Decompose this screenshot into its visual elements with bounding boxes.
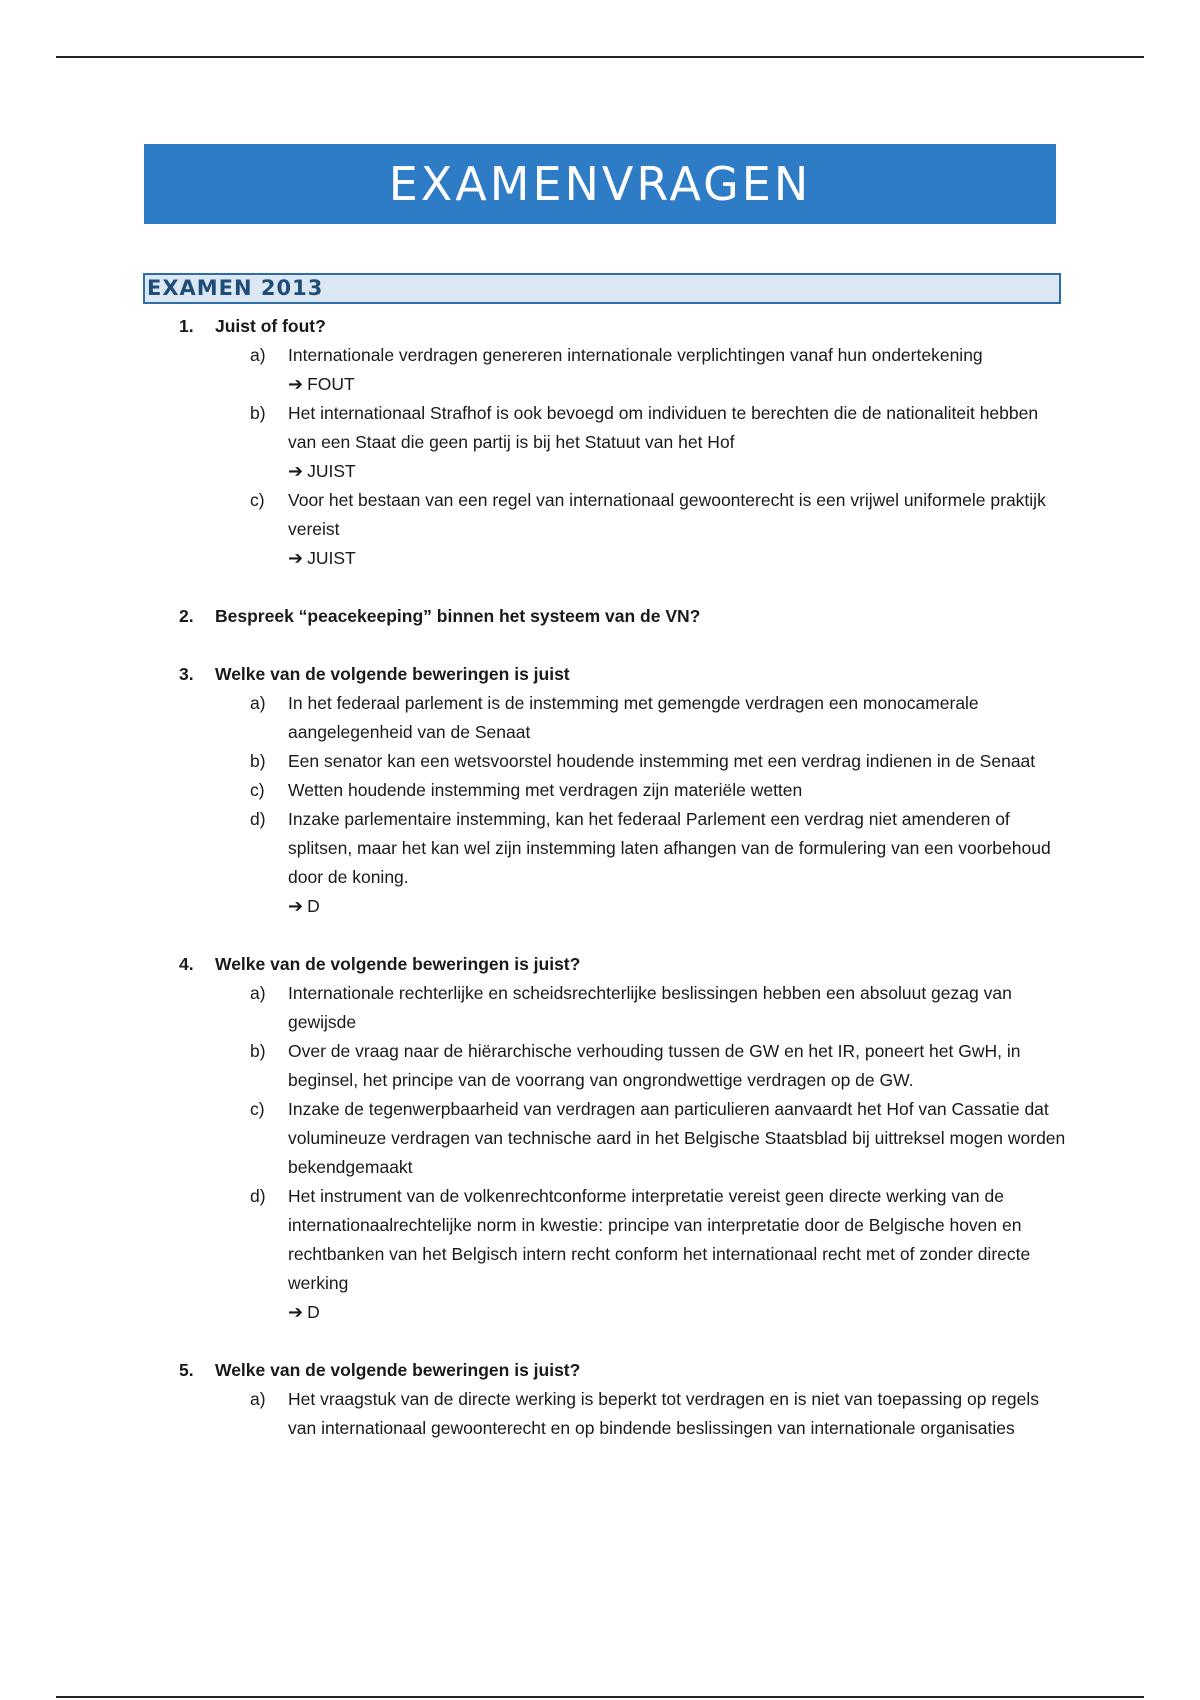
option-letter: a) — [250, 1389, 266, 1409]
question-title: Juist of fout? — [215, 316, 326, 336]
question-title: Welke van de volgende beweringen is juist? — [215, 954, 581, 974]
option-body — [250, 341, 1068, 370]
question-list — [0, 312, 1200, 1472]
arrow-right-icon: ➔ — [288, 1302, 304, 1322]
answer-line — [215, 457, 1075, 486]
option-letter: b) — [250, 751, 266, 771]
option-text: Internationale verdragen genereren internationale verplichtingen vanaf hun ondertekening — [288, 345, 983, 365]
page-title: EXAMENVRAGEN — [388, 157, 812, 211]
question-heading — [179, 312, 1075, 341]
page-title-banner — [144, 144, 1056, 224]
answer-option — [215, 486, 1068, 544]
question-number: 5. — [179, 1360, 194, 1380]
question-number: 2. — [179, 606, 194, 626]
option-letter: c) — [250, 1099, 265, 1119]
option-body — [250, 1182, 1068, 1298]
option-body — [250, 1385, 1068, 1443]
answer-line — [215, 1298, 1075, 1327]
answer-text: FOUT — [307, 374, 355, 394]
answer-option — [215, 1182, 1068, 1298]
option-letter: c) — [250, 490, 265, 510]
option-body — [250, 805, 1068, 892]
answer-option — [215, 1385, 1068, 1443]
question-title: Bespreek “peacekeeping” binnen het systeem van de VN? — [215, 606, 701, 626]
option-text: Internationale rechterlijke en scheidsrechterlijke beslissingen hebben een absoluut gezag van gewijsde — [288, 983, 1012, 1032]
arrow-right-icon: ➔ — [288, 548, 304, 568]
question-number: 4. — [179, 954, 194, 974]
question-number: 1. — [179, 316, 194, 336]
arrow-right-icon: ➔ — [288, 461, 304, 481]
option-letter: c) — [250, 780, 265, 800]
question-heading — [179, 660, 1075, 689]
option-text: Over de vraag naar de hiërarchische verhouding tussen de GW en het IR, poneert het GwH, in beginsel, het principe van de voorrang van ongrondwettige verdragen op de GW. — [288, 1041, 1021, 1090]
option-body — [250, 747, 1068, 776]
bottom-rule — [56, 1696, 1144, 1698]
arrow-right-icon: ➔ — [288, 374, 304, 394]
option-body — [250, 689, 1068, 747]
option-letter: b) — [250, 403, 266, 423]
option-letter: a) — [250, 983, 266, 1003]
option-text: Een senator kan een wetsvoorstel houdende instemming met een verdrag indienen in de Senaat — [288, 751, 1036, 771]
question-item — [0, 950, 1075, 1327]
option-body — [250, 399, 1068, 457]
answer-text: D — [307, 896, 320, 916]
option-body — [250, 486, 1068, 544]
answer-option — [215, 399, 1068, 457]
question-heading — [179, 950, 1075, 979]
answer-option — [215, 979, 1068, 1037]
question-title: Welke van de volgende beweringen is juist? — [215, 1360, 581, 1380]
arrow-right-icon: ➔ — [288, 896, 304, 916]
answer-option — [215, 805, 1068, 892]
section-heading: EXAMEN 2013 — [143, 273, 1061, 304]
option-letter: b) — [250, 1041, 266, 1061]
option-letter: a) — [250, 693, 266, 713]
option-letter: a) — [250, 345, 266, 365]
option-text: Wetten houdende instemming met verdragen zijn materiële wetten — [288, 780, 803, 800]
option-text: Inzake de tegenwerpbaarheid van verdragen aan particulieren aanvaardt het Hof van Cassatie dat volumineuze verdragen van technische aard in het Belgische Staatsblad bij uittreksel mogen worden bekendgemaakt — [288, 1099, 1066, 1177]
option-text: Het internationaal Strafhof is ook bevoegd om individuen te berechten die de nationaliteit hebben van een Staat die geen partij is bij het Statuut van het Hof — [288, 403, 1039, 452]
answer-option — [215, 1095, 1068, 1182]
question-heading — [179, 1356, 1075, 1385]
answer-text: JUIST — [307, 548, 356, 568]
answer-option — [215, 689, 1068, 747]
option-body — [250, 776, 1068, 805]
answer-line — [215, 370, 1075, 399]
answer-line — [215, 892, 1075, 921]
answer-option — [215, 776, 1068, 805]
option-text: Voor het bestaan van een regel van internationaal gewoonterecht is een vrijwel uniformele praktijk vereist — [288, 490, 1046, 539]
option-text: Het vraagstuk van de directe werking is beperkt tot verdragen en is niet van toepassing op regels van internationaal gewoonterecht en op bindende beslissingen van internationale organisaties — [288, 1389, 1039, 1438]
answer-line — [215, 544, 1075, 573]
top-rule — [56, 56, 1144, 58]
question-item — [0, 602, 1075, 631]
question-item — [0, 312, 1075, 573]
question-item — [0, 1356, 1075, 1443]
option-body — [250, 1095, 1068, 1182]
answer-option — [215, 1037, 1068, 1095]
answer-text: JUIST — [307, 461, 356, 481]
question-heading — [179, 602, 1075, 631]
answer-option — [215, 341, 1068, 370]
option-letter: d) — [250, 809, 266, 829]
question-title: Welke van de volgende beweringen is juist — [215, 664, 570, 684]
option-text: Het instrument van de volkenrechtconforme interpretatie vereist geen directe werking van de internationaalrechtelijke norm in kwestie: principe van interpretatie door de Belgische hoven en rechtbanken van het Belgisch intern recht conform het internationaal recht met of zonder directe werking — [288, 1186, 1031, 1293]
answer-option — [215, 747, 1068, 776]
option-letter: d) — [250, 1186, 266, 1206]
answer-text: D — [307, 1302, 320, 1322]
question-item — [0, 660, 1075, 921]
question-number: 3. — [179, 664, 194, 684]
option-body — [250, 979, 1068, 1037]
option-body — [250, 1037, 1068, 1095]
option-text: Inzake parlementaire instemming, kan het federaal Parlement een verdrag niet amenderen of splitsen, maar het kan wel zijn instemming laten afhangen van de formulering van een voorbehoud door de koning. — [288, 809, 1051, 887]
option-text: In het federaal parlement is de instemming met gemengde verdragen een monocamerale aangelegenheid van de Senaat — [288, 693, 979, 742]
